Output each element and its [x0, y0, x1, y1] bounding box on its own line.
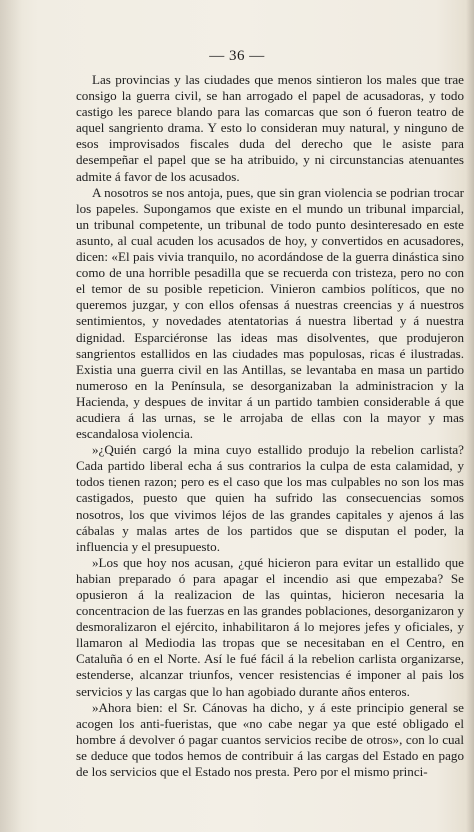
page-number: — 36 —	[209, 48, 265, 64]
paragraph-4: »Los que hoy nos acusan, ¿qué hicieron para evitar un estallido que habian preparado ó para apagar el incendio asi que empezaba? Se opusieron á la realizacion de las quintas, hicieron necesaria la concentracion de las fuerzas en las grandes poblaciones, desorganizaron y desmoralizaron el ejército, inhabilitaron á lo mejores jefes y oficiales, y llamaron al Mediodia las tropas que se necesitaban en el Centro, en Cataluña ó en el Norte. Así le fué fácil á la rebelion carlista organizarse, estenderse, alcanzar triunfos, vencer resistencias é imponer al pais los servicios y las cargas que lo han agobiado durante años enteros.	[76, 554, 464, 699]
page-edge-shadow	[466, 0, 474, 832]
paragraph-3: »¿Quién cargó la mina cuyo estallido produjo la rebelion carlista? Cada partido liberal echa á sus contrarios la culpa de esta calamidad, y todos tienen razon; pero es el caso que los mas culpables no son los mas castigados, puesto que quien ha sufrido las consecuencias somos nosotros, los que vivimos léjos de las grandes capitales y ajenos á las cábalas y malas artes de los partidos que se disputan el poder, la influencia y el presupuesto.	[76, 442, 464, 554]
page-body-text	[76, 72, 464, 780]
paragraph-1: Las provincias y las ciudades que menos sintieron los males que trae consigo la guerra civil, se han arrogado el papel de acusadoras, y todo castigo les parece blando para las comarcas que son ó fueron teatro de aquel sangriento drama. Y esto lo consideran muy natural, y ninguno de esos improvisados fiscales duda del derecho que le asiste para desempeñar el papel que se ha atribuido, y ni circunstancias atenuantes admite á favor de los acusados.	[76, 72, 464, 184]
paragraph-5: »Ahora bien: el Sr. Cánovas ha dicho, y á este principio general se acogen los anti-fueristas, que «no cabe negar ya que esté obligado el hombre á devolver ó pagar cuantos servicios recibe de otros», con lo cual se deduce que todos hemos de contribuir á las cargas del Estado en pago de los servicios que el Estado nos presta. Pero por el mismo princi-	[76, 699, 464, 780]
paragraph-2: A nosotros se nos antoja, pues, que sin gran violencia se podrian trocar los papeles. Supongamos que existe en el mundo un tribunal imparcial, un tribunal competente, un tribunal de todo punto desinteresado en este asunto, al cual acuden los acusados de hoy, y convertidos en acusadores, dicen: «El pais vivia tranquilo, no acordándose de la guerra dinástica sino como de una horrible pesadilla que se recuerda con tristeza, pero no con el temor de su posible repeticion. Vinieron cambios políticos, que no queremos juzgar, y con ellos ofensas á nuestras creencias y á nuestros sentimientos, y novedades atentatorias á nuestra libertad y á nuestra dignidad. Esparciéronse las ideas mas disolventes, que produjeron sangrientos estallidos en las ciudades mas populosas, ricas é ilustradas. Existia una guerra civil en las Antillas, se levantaba en masa un partido numeroso en la Península, se desorganizaban la administracion y la Hacienda, y despues de invitar á un partido tambien considerable á que acudiera á las urnas, se le arrojaba de ellas con la mayor y mas escandalosa violencia.	[76, 184, 464, 442]
page-gutter-shadow	[0, 0, 22, 832]
